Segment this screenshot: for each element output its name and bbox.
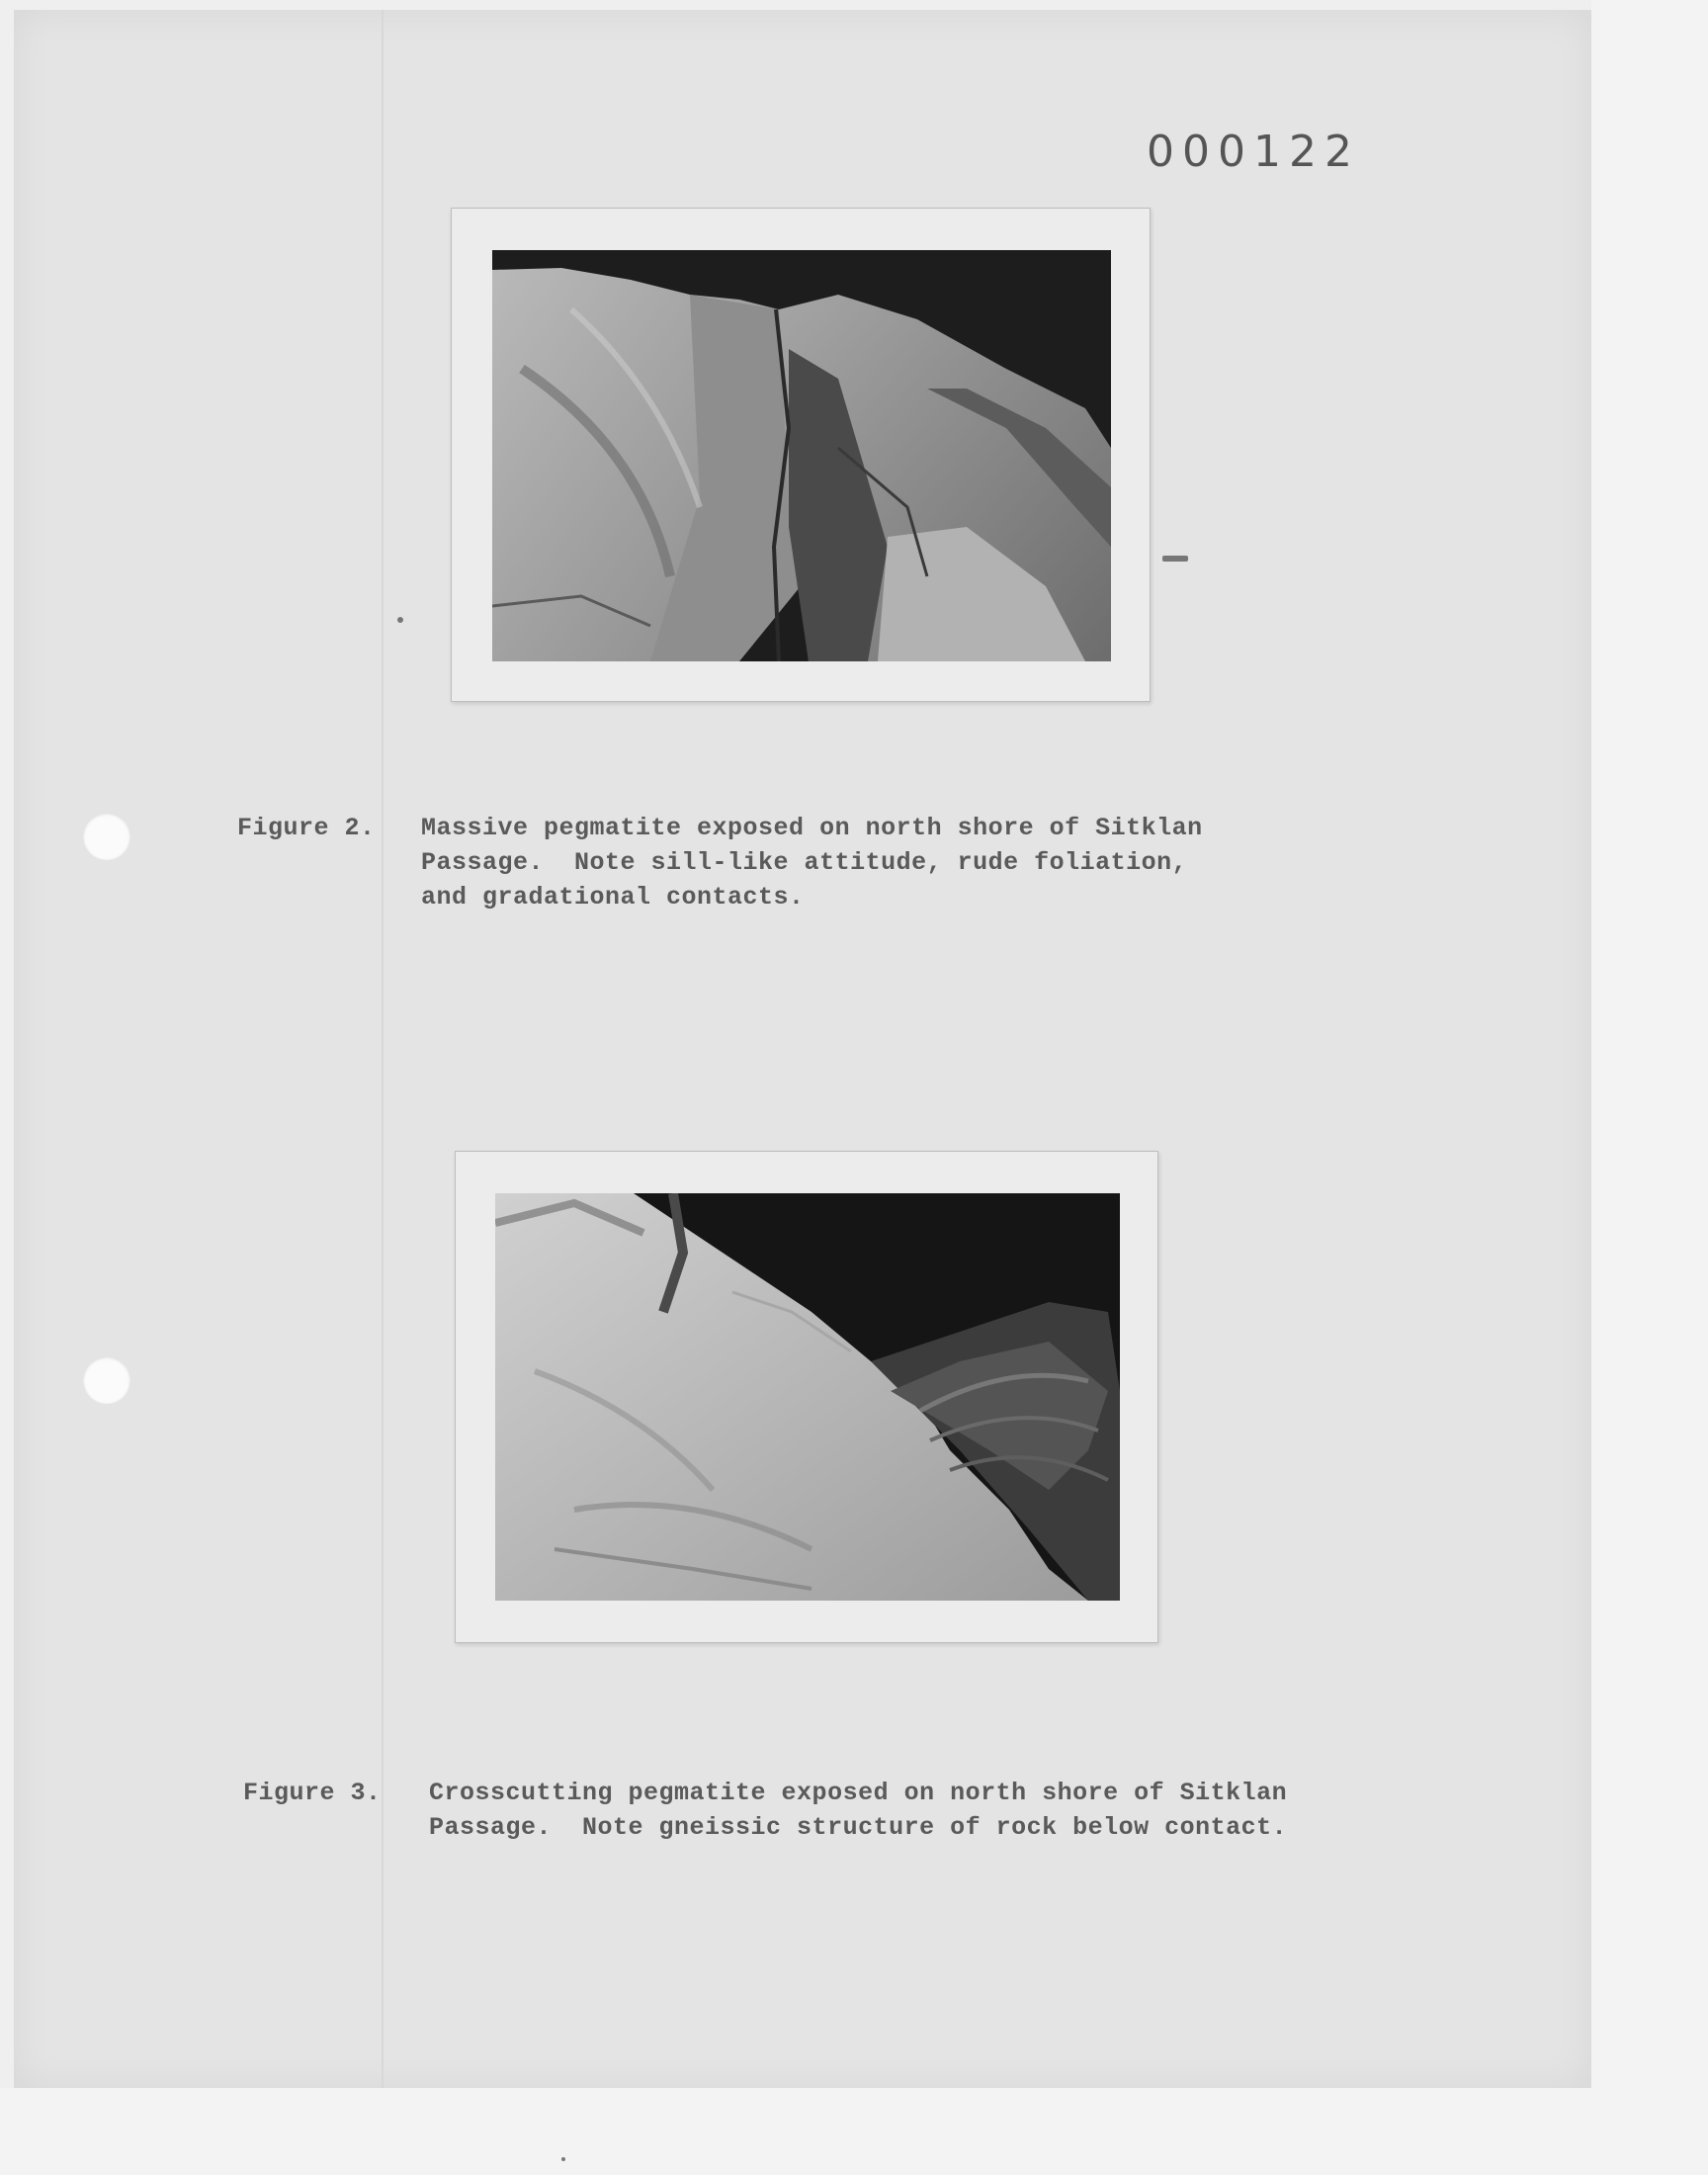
punch-hole-bottom <box>83 1356 130 1404</box>
figure-3-caption <box>243 1776 1390 1851</box>
figure-2-caption-line-2: Passage. Note sill-like attitude, rude foliation, <box>421 848 1188 877</box>
figure-3-label: Figure 3. <box>243 1779 382 1807</box>
page-number: 000122 <box>1147 127 1360 177</box>
punch-hole-top <box>83 813 130 860</box>
figure-2-photo <box>492 250 1111 661</box>
figure-3-photo <box>495 1193 1120 1601</box>
scan-speck <box>561 2157 565 2161</box>
scan-margin-bottom <box>0 2088 1708 2175</box>
figure-2-caption-line-1: Massive pegmatite exposed on north shore of Sitklan <box>421 814 1203 842</box>
scan-speck <box>1162 556 1188 562</box>
figure-2-photo-mount <box>451 208 1151 702</box>
figure-3-caption-line-2: Passage. Note gneissic structure of rock below contact. <box>429 1813 1288 1842</box>
scan-margin-right <box>1591 0 1708 2175</box>
figure-3-photo-mount <box>455 1151 1158 1643</box>
scan-speck <box>397 617 403 623</box>
figure-3-caption-line-1: Crosscutting pegmatite exposed on north shore of Sitklan <box>429 1779 1288 1807</box>
figure-2-label: Figure 2. <box>237 814 376 842</box>
figure-2-caption-line-3: and gradational contacts. <box>421 883 805 912</box>
figure-2-caption <box>237 811 1324 919</box>
